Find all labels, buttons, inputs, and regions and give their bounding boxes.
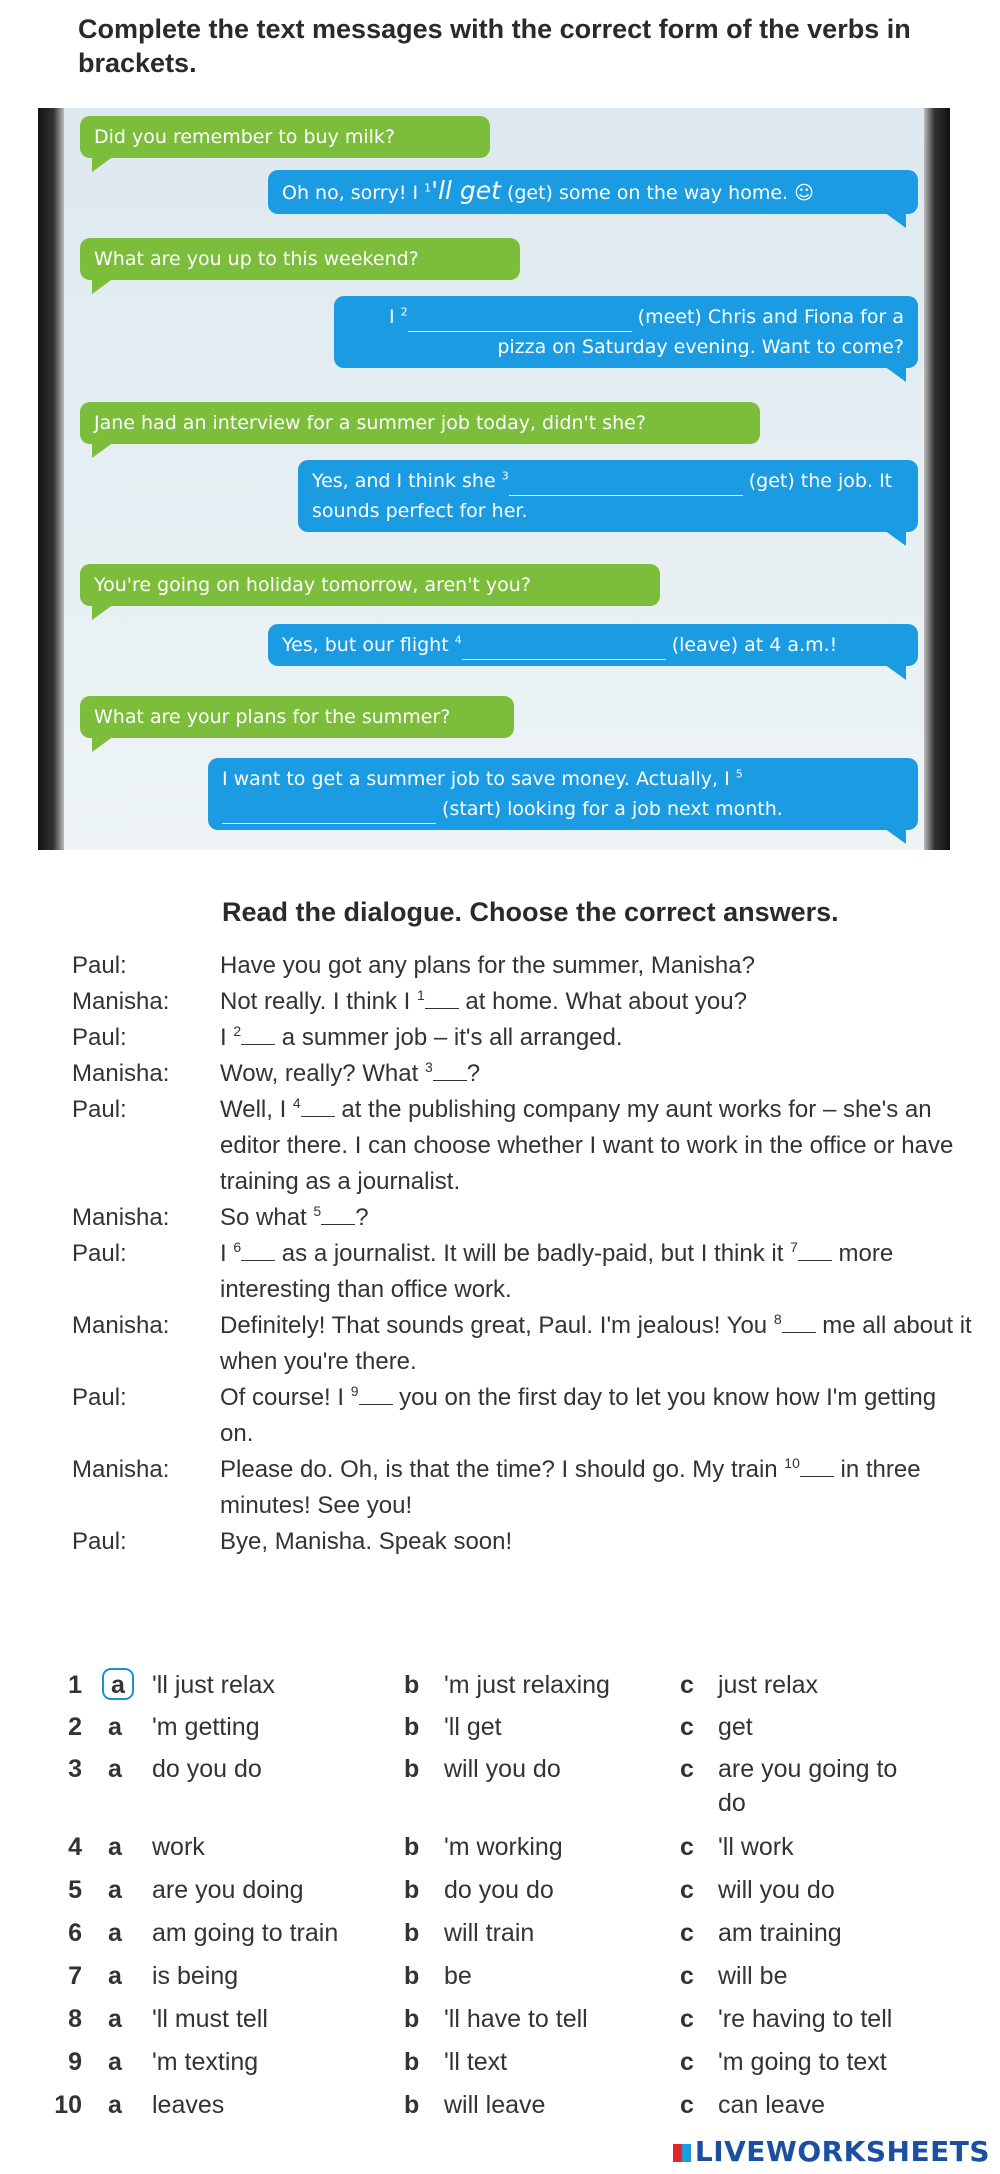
message-text: (get) the job. It sounds perfect for her. <box>312 470 893 522</box>
option-c-text[interactable]: get <box>718 1713 753 1741</box>
option-c[interactable]: c <box>680 1755 694 1783</box>
option-b[interactable]: b <box>404 1755 420 1783</box>
question-number: 4 <box>68 1833 82 1861</box>
option-c-text[interactable]: will you do <box>718 1876 835 1904</box>
dialogue-line <box>72 1380 972 1452</box>
option-c-text[interactable]: just relax <box>718 1671 819 1699</box>
option-row <box>42 2002 972 2045</box>
option-a-text[interactable]: 'll just relax <box>152 1671 275 1699</box>
answer-input-3[interactable] <box>509 471 743 496</box>
dialogue-line <box>72 1092 972 1200</box>
speaker-name: Paul: <box>72 1240 127 1267</box>
option-b-text[interactable]: do you do <box>444 1876 554 1904</box>
question-number: 10 <box>54 2091 82 2119</box>
dialogue-line <box>72 1200 972 1236</box>
gap-blank <box>798 1238 832 1261</box>
option-a-text[interactable]: is being <box>152 1962 239 1990</box>
speaker-name: Manisha: <box>72 1204 170 1231</box>
option-a[interactable]: a <box>108 1919 122 1947</box>
dialogue-line <box>72 1308 972 1380</box>
gap-number: 8 <box>773 1311 782 1327</box>
message-text: Oh no, sorry! I <box>282 182 425 204</box>
gap-number: 7 <box>790 1239 798 1255</box>
gap-number: 3 <box>501 469 509 483</box>
option-a-text[interactable]: do you do <box>152 1755 262 1783</box>
logo-text: LIVEWORKSHEETS <box>694 2135 990 2168</box>
message-text: What are your plans for the summer? <box>94 706 451 728</box>
option-b-text[interactable]: 'll have to tell <box>444 2005 588 2033</box>
option-c[interactable]: c <box>680 1962 694 1990</box>
speaker-name: Manisha: <box>72 1456 170 1483</box>
option-c[interactable]: c <box>680 2005 694 2033</box>
liveworksheets-logo <box>673 2135 990 2168</box>
message-text: (meet) Chris and Fiona for a pizza on Saturday evening. Want to come? <box>497 306 904 358</box>
option-c-text[interactable]: 'll work <box>718 1833 794 1861</box>
selected-circle[interactable]: a <box>102 1668 134 1700</box>
dialogue-line <box>72 1452 972 1524</box>
logo-icon <box>673 2144 691 2162</box>
message-text: I want to get a summer job to save money. Actually, I <box>222 768 736 790</box>
option-c[interactable]: c <box>680 2091 694 2119</box>
dialogue-line <box>72 1524 972 1560</box>
option-a[interactable]: a <box>108 1876 122 1904</box>
dialogue <box>72 948 972 1560</box>
message-text: Yes, but our flight <box>282 634 455 656</box>
option-row <box>42 1830 972 1873</box>
message-blue-4 <box>268 624 918 666</box>
option-row <box>42 2045 972 2088</box>
speaker-name: Manisha: <box>72 988 170 1015</box>
question-number: 8 <box>68 2005 82 2033</box>
gap-number: 2 <box>400 305 408 319</box>
message-text: You're going on holiday tomorrow, aren't you? <box>94 574 531 596</box>
message-green-2 <box>80 238 520 280</box>
speaker-name: Paul: <box>72 1096 127 1123</box>
dialogue-line <box>72 1056 972 1092</box>
answer-input-4[interactable] <box>462 635 666 660</box>
dialogue-text: Of course! I $^9$ you on the first day to let you know how I'm getting on. <box>220 1383 937 1447</box>
option-a[interactable]: a <box>108 1713 122 1741</box>
option-row <box>42 1959 972 2002</box>
gap-blank <box>241 1238 275 1261</box>
message-blue-5 <box>208 758 918 830</box>
option-a[interactable]: a <box>108 1833 122 1861</box>
dialogue-text: Have you got any plans for the summer, Manisha? <box>220 952 755 979</box>
gap-number: 1 <box>424 181 432 195</box>
dialogue-text: I $^2$ a summer job – it's all arranged. <box>220 1023 623 1051</box>
question-number: 6 <box>68 1919 82 1947</box>
option-row <box>42 1710 972 1752</box>
gap-number: 6 <box>233 1239 242 1255</box>
gap-number: 4 <box>454 633 462 647</box>
option-b-text[interactable]: be <box>444 1962 472 1990</box>
question-number: 2 <box>68 1713 82 1741</box>
message-text: Jane had an interview for a summer job today, didn't she? <box>94 412 646 434</box>
option-c[interactable]: c <box>680 1876 694 1904</box>
dialogue-text: Well, I $^4$ at the publishing company my aunt works for – she's an editor there. I can choose whether I want to work in the office or have training as a journalist. <box>220 1095 954 1195</box>
option-a-text[interactable]: 'm texting <box>152 2048 259 2076</box>
option-b[interactable]: b <box>404 1833 420 1861</box>
option-a-text[interactable]: 'm getting <box>152 1713 260 1741</box>
option-c-text[interactable]: am training <box>718 1919 842 1947</box>
gap-blank <box>321 1202 355 1225</box>
gap-number: 5 <box>313 1203 322 1219</box>
option-c-text[interactable]: 're having to tell <box>718 2005 893 2033</box>
option-b[interactable]: b <box>404 1713 420 1741</box>
chat-screen <box>38 108 950 850</box>
gap-blank <box>433 1058 467 1081</box>
option-a[interactable]: a <box>108 2091 122 2119</box>
exercise2-title: Read the dialogue. Choose the correct answers. <box>222 897 839 927</box>
option-b-text[interactable]: will you do <box>444 1755 561 1783</box>
speaker-name: Paul: <box>72 952 127 979</box>
option-a[interactable]: a <box>108 1962 122 1990</box>
message-text: Yes, and I think she <box>312 470 502 492</box>
message-blue-2 <box>334 296 918 368</box>
message-green-4 <box>80 564 660 606</box>
option-c[interactable]: c <box>680 1671 694 1699</box>
exercise1-title: Complete the text messages with the correct form of the verbs in brackets. <box>78 14 911 78</box>
option-b[interactable]: b <box>404 1671 420 1699</box>
message-text: What are you up to this weekend? <box>94 248 419 270</box>
speaker-name: Paul: <box>72 1024 127 1051</box>
dialogue-line <box>72 1020 972 1056</box>
message-text: I <box>388 306 401 328</box>
dialogue-line <box>72 1236 972 1308</box>
option-row <box>42 1916 972 1959</box>
example-answer: 'll get <box>431 176 501 205</box>
message-text: (leave) at 4 a.m.! <box>665 634 838 656</box>
option-b-text[interactable]: will leave <box>444 2091 546 2119</box>
message-green-5 <box>80 696 514 738</box>
question-number: 1 <box>68 1671 82 1699</box>
dialogue-text: Wow, really? What $^3$ ? <box>220 1059 481 1087</box>
speaker-name: Manisha: <box>72 1060 170 1087</box>
dialogue-text: Please do. Oh, is that the time? I should go. My train $^{10}$ in three minutes! See you! <box>220 1455 921 1519</box>
option-b-text[interactable]: 'm just relaxing <box>444 1671 610 1699</box>
option-b[interactable]: b <box>404 1962 420 1990</box>
option-row <box>42 1668 972 1710</box>
speaker-name: Manisha: <box>72 1312 170 1339</box>
option-row <box>42 1873 972 1916</box>
gap-blank <box>301 1094 335 1117</box>
dialogue-line <box>72 948 972 984</box>
answer-options <box>42 1668 972 2131</box>
message-blue-3 <box>298 460 918 532</box>
dialogue-text: Definitely! That sounds great, Paul. I'm jealous! You $^8$ me all about it when you're there. <box>220 1311 972 1375</box>
option-b[interactable]: b <box>404 2048 420 2076</box>
gap-blank <box>800 1454 834 1477</box>
dialogue-text: Bye, Manisha. Speak soon! <box>220 1528 513 1555</box>
gap-number: 1 <box>416 987 425 1003</box>
option-b-text[interactable]: 'll get <box>444 1713 502 1741</box>
option-c[interactable]: c <box>680 1919 694 1947</box>
gap-number: 5 <box>735 767 743 781</box>
option-c[interactable]: c <box>680 1833 694 1861</box>
option-c[interactable]: c <box>680 2048 694 2076</box>
dialogue-text: Not really. I think I $^1$ at home. What about you? <box>220 987 747 1015</box>
option-row <box>42 1752 972 1830</box>
gap-blank <box>359 1382 393 1405</box>
question-number: 5 <box>68 1876 82 1904</box>
gap-number: 9 <box>350 1383 359 1399</box>
gap-number: 10 <box>784 1455 800 1471</box>
option-c[interactable]: c <box>680 1713 694 1741</box>
gap-number: 3 <box>424 1059 433 1075</box>
option-a[interactable]: a <box>108 1755 122 1783</box>
option-b[interactable]: b <box>404 1876 420 1904</box>
message-green-3 <box>80 402 760 444</box>
phone-edge-right <box>924 108 950 850</box>
option-a-text[interactable]: leaves <box>152 2091 225 2119</box>
option-c-text[interactable]: will be <box>718 1962 788 1990</box>
option-a[interactable]: a <box>108 2005 122 2033</box>
gap-number: 2 <box>233 1023 242 1039</box>
option-c-text[interactable]: are you going to do <box>718 1755 898 1817</box>
message-blue-1 <box>268 170 918 214</box>
option-b-text[interactable]: 'm working <box>444 1833 563 1861</box>
answer-input-2[interactable] <box>408 307 632 332</box>
speaker-name: Paul: <box>72 1384 127 1411</box>
option-b[interactable]: b <box>404 1919 420 1947</box>
option-a-text[interactable]: 'll must tell <box>152 2005 268 2033</box>
message-text: (start) looking for a job next month. <box>436 798 783 820</box>
gap-blank <box>782 1310 816 1333</box>
speaker-name: Paul: <box>72 1528 127 1555</box>
option-a[interactable]: a <box>108 2048 122 2076</box>
option-b-text[interactable]: 'll text <box>444 2048 508 2076</box>
option-c-text[interactable]: can leave <box>718 2091 826 2119</box>
gap-number: 4 <box>292 1095 301 1111</box>
option-c-text[interactable]: 'm going to text <box>718 2048 887 2076</box>
gap-blank <box>425 986 459 1009</box>
phone-edge-left <box>38 108 64 850</box>
option-a-text[interactable]: work <box>152 1833 205 1861</box>
option-b[interactable]: b <box>404 2005 420 2033</box>
dialogue-line <box>72 984 972 1020</box>
question-number: 9 <box>68 2048 82 2076</box>
message-text: Did you remember to buy milk? <box>94 126 396 148</box>
question-number: 3 <box>68 1755 82 1783</box>
option-row <box>42 2088 972 2131</box>
option-a-text[interactable]: am going to train <box>152 1919 339 1947</box>
option-a-text[interactable]: are you doing <box>152 1876 304 1904</box>
option-b-text[interactable]: will train <box>444 1919 535 1947</box>
question-number: 7 <box>68 1962 82 1990</box>
answer-input-5[interactable] <box>222 799 436 824</box>
dialogue-text: I $^6$ as a journalist. It will be badly-paid, but I think it $^7$ more interesting than office work. <box>220 1239 894 1303</box>
message-green-1 <box>80 116 490 158</box>
gap-blank <box>241 1022 275 1045</box>
message-text: (get) some on the way home. ☺ <box>500 182 814 204</box>
option-b[interactable]: b <box>404 2091 420 2119</box>
option-a[interactable] <box>108 1668 134 1702</box>
dialogue-text: So what $^5$ ? <box>220 1203 369 1231</box>
